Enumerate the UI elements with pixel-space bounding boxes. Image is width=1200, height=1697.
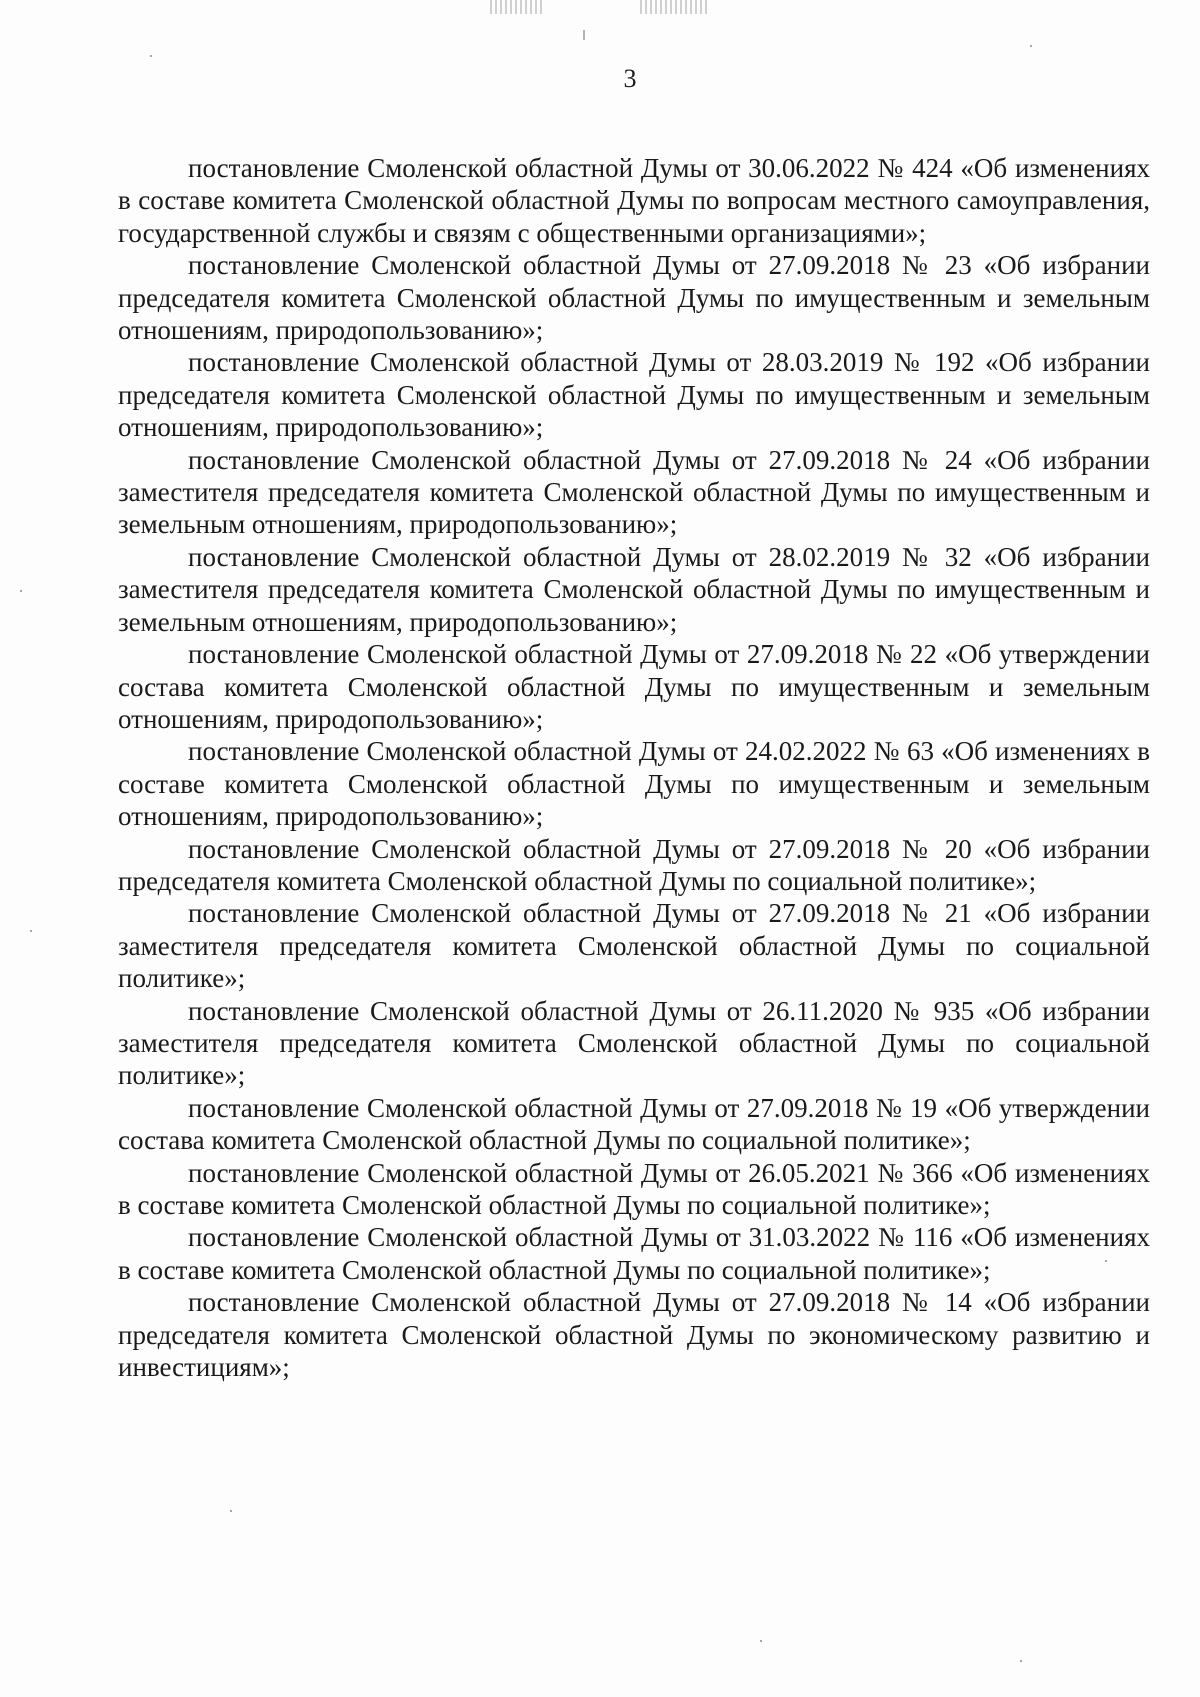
paragraph: постановление Смоленской областной Думы от 27.09.2018 № 24 «Об избрании заместителя председателя комитета Смоленской областной Думы по имущественным и земельным отношениям, природопользованию»; <box>118 444 1150 540</box>
scan-speck <box>760 1640 762 1642</box>
paragraph: постановление Смоленской областной Думы от 31.03.2022 № 116 «Об изменениях в составе комитета Смоленской областной Думы по социальной политике»; <box>118 1222 1150 1285</box>
scan-speck <box>1020 1660 1022 1662</box>
paragraph: постановление Смоленской областной Думы от 24.02.2022 № 63 «Об изменениях в составе комитета Смоленской областной Думы по имущественным и земельным отношениям, природопользованию»; <box>118 736 1150 832</box>
paragraph: постановление Смоленской областной Думы от 26.11.2020 № 935 «Об избрании заместителя председателя комитета Смоленской областной Думы по социальной политике»; <box>118 995 1150 1091</box>
scan-artifact <box>640 0 708 14</box>
scan-speck <box>230 1510 232 1512</box>
paragraph: постановление Смоленской областной Думы от 30.06.2022 № 424 «Об изменениях в составе комитета Смоленской областной Думы по вопросам местного самоуправления, государственной службы и связям с общественными организациями»; <box>118 153 1150 248</box>
page-number: 3 <box>623 64 637 93</box>
paragraph: постановление Смоленской областной Думы от 27.09.2018 № 20 «Об избрании председателя комитета Смоленской областной Думы по социальной политике»; <box>118 833 1150 896</box>
paragraph: постановление Смоленской областной Думы от 27.09.2018 № 22 «Об утверждении состава комитета Смоленской областной Думы по имущественным и земельным отношениям, природопользованию»; <box>118 639 1150 734</box>
scan-artifact <box>583 30 585 40</box>
paragraph: постановление Смоленской областной Думы от 27.09.2018 № 21 «Об избрании заместителя председателя комитета Смоленской областной Думы по социальной политике»; <box>118 898 1150 994</box>
scan-speck <box>20 590 22 592</box>
paragraph: постановление Смоленской областной Думы от 27.09.2018 № 19 «Об утверждении состава комитета Смоленской областной Думы по социальной политике»; <box>118 1092 1150 1156</box>
scan-speck <box>30 930 32 932</box>
document-body <box>118 152 1150 1383</box>
scan-speck <box>150 55 152 57</box>
paragraph: постановление Смоленской областной Думы от 28.02.2019 № 32 «Об избрании заместителя председателя комитета Смоленской областной Думы по имущественным и земельным отношениям, природопользованию»; <box>118 541 1150 637</box>
scan-speck <box>1105 1260 1107 1262</box>
paragraph: постановление Смоленской областной Думы от 27.09.2018 № 14 «Об избрании председателя комитета Смоленской областной Думы по экономическому развитию и инвестициям»; <box>118 1287 1150 1383</box>
paragraph: постановление Смоленской областной Думы от 26.05.2021 № 366 «Об изменениях в составе комитета Смоленской областной Думы по социальной политике»; <box>118 1157 1150 1220</box>
paragraph: постановление Смоленской областной Думы от 27.09.2018 № 23 «Об избрании председателя комитета Смоленской областной Думы по имущественным и земельным отношениям, природопользованию»; <box>118 250 1150 346</box>
paragraph: постановление Смоленской областной Думы от 28.03.2019 № 192 «Об избрании председателя комитета Смоленской областной Думы по имущественным и земельным отношениям, природопользованию»; <box>118 347 1150 443</box>
scan-artifact <box>490 0 542 14</box>
scan-speck <box>1030 45 1032 47</box>
